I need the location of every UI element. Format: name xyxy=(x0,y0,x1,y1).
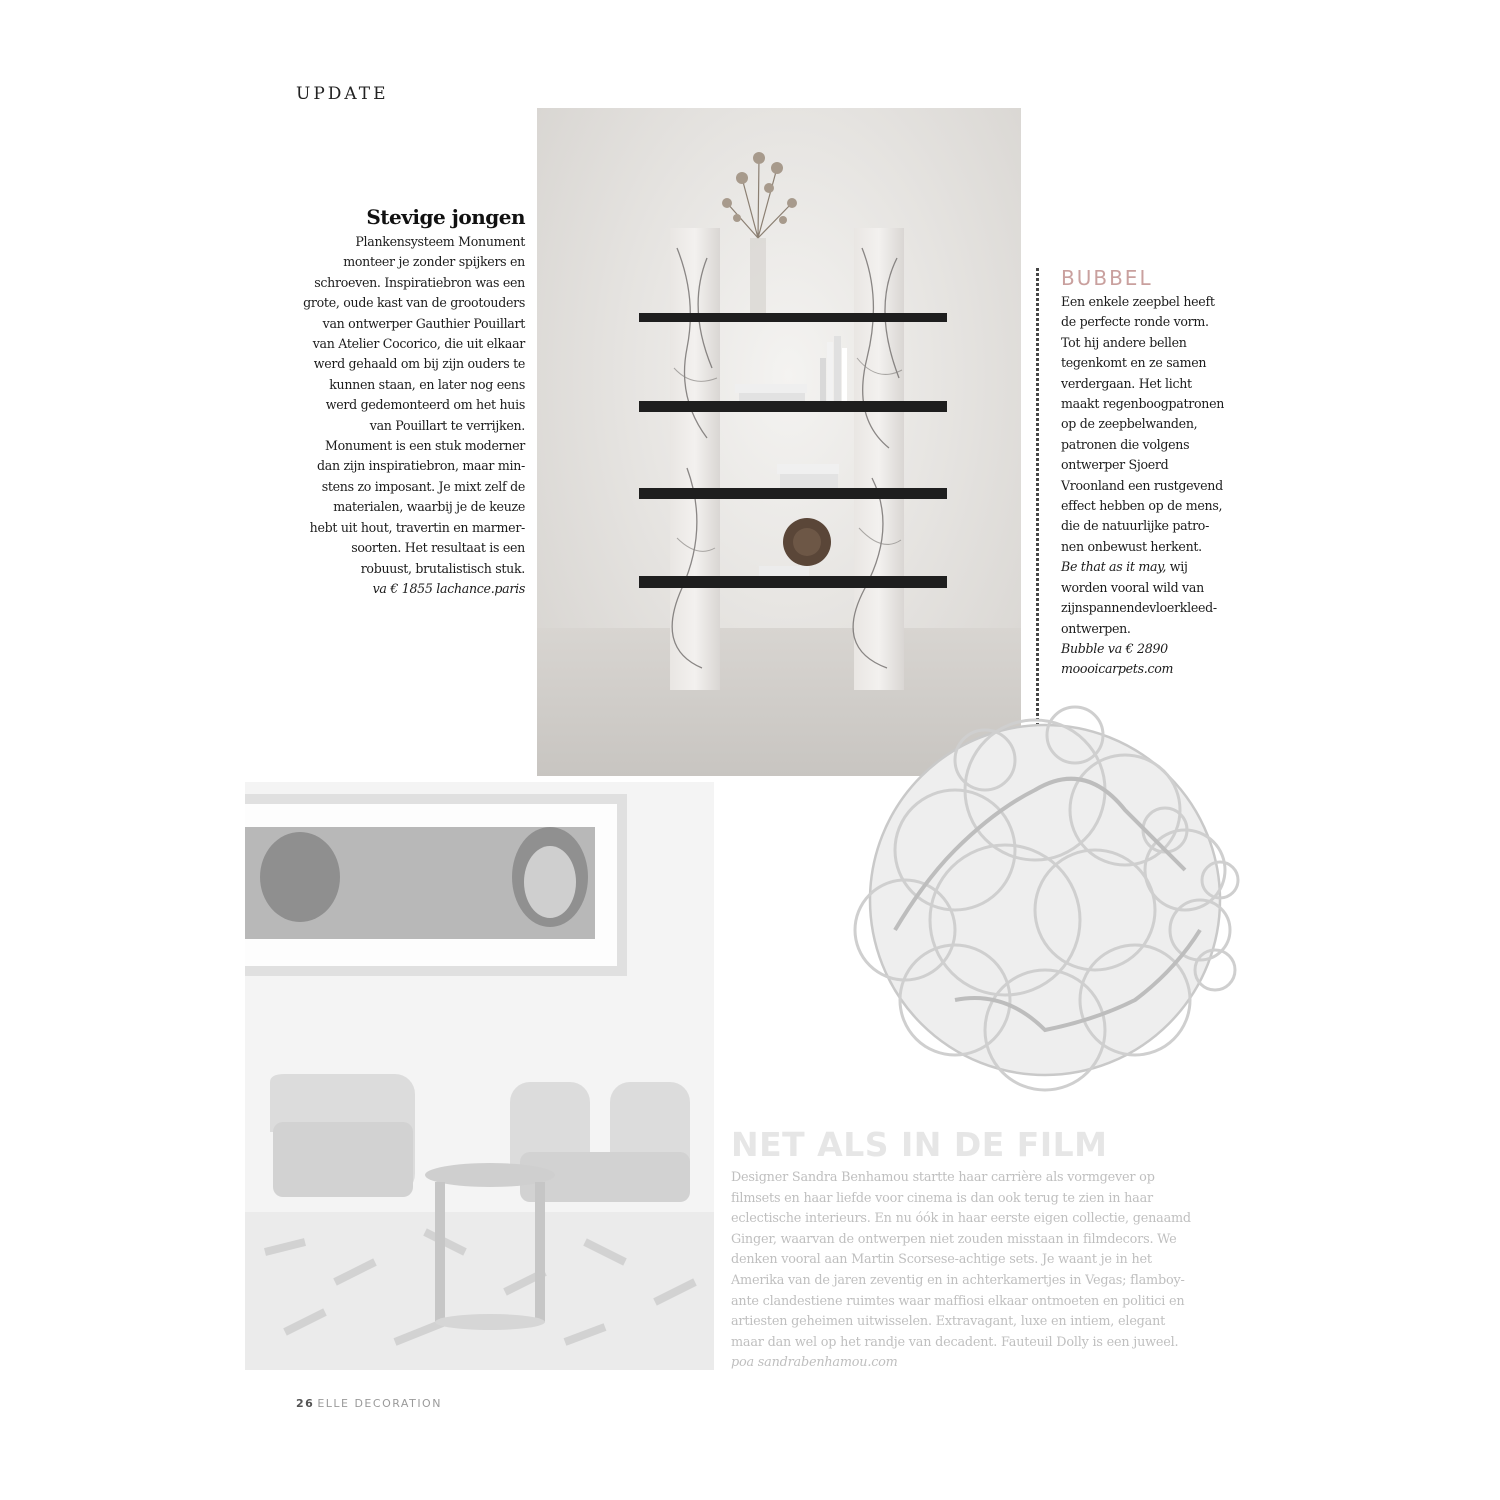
article-line: tegenkomt en ze samen xyxy=(1061,355,1207,371)
article-line: Plankensysteem Monument xyxy=(355,234,525,249)
article-bubbel xyxy=(1061,266,1261,680)
article-line: monteer je zonder spijkers en xyxy=(343,254,525,270)
article-film-price: poa sandrabenhamou.com xyxy=(731,1355,898,1371)
lounge-photo xyxy=(245,782,714,1370)
article-line: maar dan wel op het randje van decadent. Fauteuil Dolly is een juweel. xyxy=(731,1334,1179,1350)
article-line: robuust, brutalistisch stuk. xyxy=(360,560,525,576)
article-line: die de natuurlijke patro- xyxy=(1061,518,1210,534)
article-line: nen onbewust herkent. xyxy=(1061,538,1202,554)
article-line: artiesten geheimen uitwisselen. Extravagant, luxe en intiem, elegant xyxy=(731,1314,1166,1330)
lounge-interior-illustration xyxy=(245,782,714,1370)
article-line: materialen, waarbij je de keuze xyxy=(333,499,525,515)
magazine-name: ELLE DECORATION xyxy=(317,1397,442,1410)
article-line: werd gedemonteerd om het huis xyxy=(325,397,525,413)
article-line: wij xyxy=(1166,559,1188,575)
article-line: worden vooral wild van xyxy=(1061,579,1204,595)
article-line: verdergaan. Het licht xyxy=(1061,375,1192,391)
article-monument-body xyxy=(282,232,525,599)
article-line: Monument is een stuk moderner xyxy=(325,438,525,454)
monument-shelf-illustration xyxy=(537,108,1021,776)
article-line: zijnspannendevloerkleed- xyxy=(1061,600,1217,616)
article-line: van Atelier Cocorico, die uit elkaar xyxy=(312,336,525,352)
article-line: denken vooral aan Martin Scorsese-achtige sets. Je waant je in het xyxy=(731,1252,1152,1268)
article-bubbel-title: BUBBEL xyxy=(1061,266,1153,290)
article-line: dan zijn inspiratiebron, maar min- xyxy=(316,458,525,474)
shelf-objects xyxy=(735,336,847,576)
article-bubbel-body xyxy=(1061,292,1261,680)
article-monument xyxy=(282,205,525,599)
article-bubbel-price: Bubble va € 2890 xyxy=(1061,640,1168,656)
article-film-title: NET ALS IN DE FILM xyxy=(731,1125,1108,1164)
article-line: kunnen staan, en later nog eens xyxy=(329,376,525,392)
framed-portrait xyxy=(245,794,627,976)
vase-icon xyxy=(722,152,797,318)
bubble-rug-illustration xyxy=(835,700,1245,1110)
article-line: maakt regenboogpatronen xyxy=(1061,396,1225,412)
article-bubbel-url: moooicarpets.com xyxy=(1061,661,1174,677)
article-line: eclectische interieurs. En nu óók in haar eerste eigen collectie, genaamd xyxy=(731,1211,1191,1227)
page-folio xyxy=(296,1397,442,1410)
italic-phrase: Be that as it may, xyxy=(1061,559,1167,575)
page-number: 26 xyxy=(296,1397,315,1410)
article-line: werd gehaald om bij zijn ouders te xyxy=(313,356,525,372)
article-line: stens zo imposant. Je mixt zelf de xyxy=(321,478,525,494)
article-line: grote, oude kast van de grootouders xyxy=(303,295,525,311)
section-label: UPDATE xyxy=(296,84,389,104)
marble-pillar-right xyxy=(853,228,904,690)
article-line: schroeven. Inspiratiebron was een xyxy=(314,274,525,290)
article-line: Vroonland een rustgevend xyxy=(1061,477,1223,493)
article-line: op de zeepbelwanden, xyxy=(1061,416,1198,432)
article-line: Designer Sandra Benhamou startte haar carrière als vormgever op xyxy=(731,1170,1155,1185)
article-line: Ginger, waarvan de ontwerpen niet zouden misstaan in filmdecors. We xyxy=(731,1231,1177,1247)
article-line: de perfecte ronde vorm. xyxy=(1061,314,1209,330)
article-film-body xyxy=(731,1168,1211,1374)
article-line: patronen die volgens xyxy=(1061,436,1190,452)
article-line: Amerika van de jaren zeventig en in achterkamertjes in Vegas; flamboy- xyxy=(731,1272,1185,1288)
article-line: filmsets en haar liefde voor cinema is dan ook terug te zien in haar xyxy=(731,1190,1153,1206)
article-line: Tot hij andere bellen xyxy=(1061,334,1187,350)
article-line: ontwerper Sjoerd xyxy=(1061,457,1169,473)
article-film xyxy=(731,1125,1211,1374)
article-line: van Pouillart te verrijken. xyxy=(369,417,525,433)
article-line: soorten. Het resultaat is een xyxy=(351,540,525,556)
shelf-photo xyxy=(537,108,1021,776)
marble-pillar-left xyxy=(670,228,720,690)
armchair-left xyxy=(270,1074,415,1197)
article-line: van ontwerper Gauthier Pouillart xyxy=(322,315,525,331)
article-line: hebt uit hout, travertin en marmer- xyxy=(309,519,525,535)
article-line: Een enkele zeepbel heeft xyxy=(1061,294,1215,309)
article-line: ontwerpen. xyxy=(1061,620,1131,636)
article-line: ante clandestiene ruimtes waar maffiosi elkaar ontmoeten en politici en xyxy=(731,1293,1185,1309)
article-monument-price: va € 1855 lachance.paris xyxy=(372,580,525,596)
article-line: effect hebben op de mens, xyxy=(1061,498,1223,514)
article-monument-title: Stevige jongen xyxy=(366,205,525,229)
